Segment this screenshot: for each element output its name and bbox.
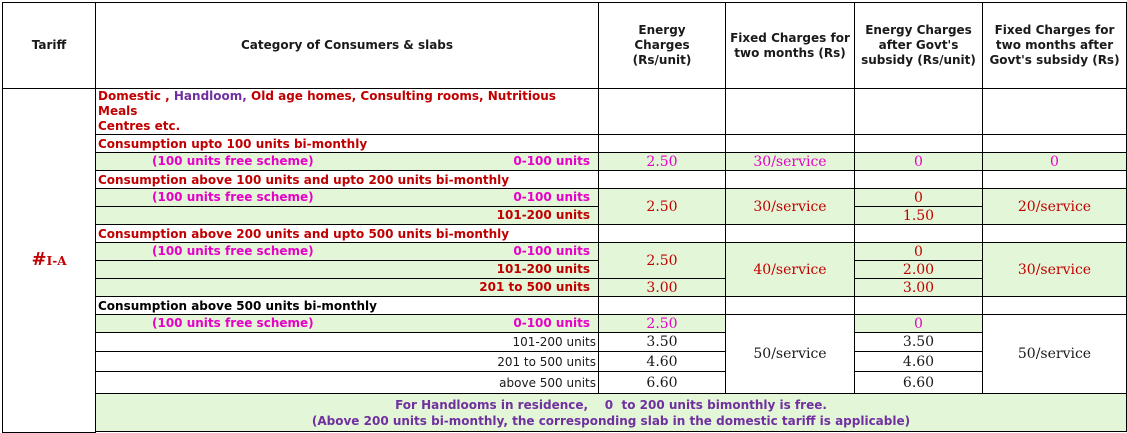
- group4-slab1: [96, 315, 599, 333]
- group2-energy-sub2: 1.50: [855, 207, 983, 225]
- group4-slab2: 101-200 units: [96, 333, 599, 352]
- group2-title: Consumption above 100 units and upto 200 units bi-monthly: [96, 171, 599, 189]
- free-scheme-label: (100 units free scheme): [152, 316, 314, 330]
- group4-slab4-row: [3, 372, 1127, 394]
- group4-energy1: 2.50: [599, 315, 726, 333]
- category-domestic: Domestic ,: [98, 89, 170, 103]
- group1-energy: 2.50: [599, 153, 726, 171]
- group2-energy: 2.50: [599, 189, 726, 225]
- group4-slab2-row: [3, 333, 1127, 352]
- header-fixed-charges: Fixed Charges for two months (Rs): [726, 3, 855, 89]
- header-energy-charges: Energy Charges (Rs/unit): [599, 3, 726, 89]
- group2-fixed: 30/service: [726, 189, 855, 225]
- group2-title-row: [3, 171, 1127, 189]
- group4-title-row: [3, 297, 1127, 315]
- group1-title-row: [3, 135, 1127, 153]
- tariff-hash: #: [31, 248, 47, 270]
- group3-fixed-sub: 30/service: [983, 243, 1127, 297]
- group2-slab2: [96, 207, 599, 225]
- slab-label: 0-100 units: [513, 190, 590, 204]
- group2-slab2-row: [3, 207, 1127, 225]
- group4-energy-sub1: 0: [855, 315, 983, 333]
- group1-energy-sub: 0: [855, 153, 983, 171]
- group2-slab1: [96, 189, 599, 207]
- group2-fixed-sub: 20/service: [983, 189, 1127, 225]
- group3-slab3-row: [3, 279, 1127, 297]
- group4-slab4: above 500 units: [96, 372, 599, 394]
- group4-fixed: 50/service: [726, 315, 855, 394]
- group3-energy-1-2: 2.50: [599, 243, 726, 279]
- free-scheme-label: (100 units free scheme): [152, 154, 314, 168]
- group4-slab3: 201 to 500 units: [96, 352, 599, 372]
- header-category: Category of Consumers & slabs: [96, 3, 599, 89]
- handloom-note-line2: (Above 200 units bi-monthly, the corresponding slab in the domestic tariff is applicable): [311, 413, 911, 428]
- group2-energy-sub1: 0: [855, 189, 983, 207]
- slab-label: 201 to 500 units: [479, 280, 590, 294]
- group4-title: Consumption above 500 units bi-monthly: [96, 297, 599, 315]
- header-row: [3, 3, 1127, 89]
- group4-energy-sub3: 4.60: [855, 352, 983, 372]
- group4-slab3-row: [3, 352, 1127, 372]
- spacer-row: [3, 432, 1127, 433]
- group1-title: Consumption upto 100 units bi-monthly: [96, 135, 599, 153]
- group2-slab1-row: [3, 189, 1127, 207]
- slab-label: 101-200 units: [496, 208, 590, 222]
- handloom-note-line1: For Handlooms in residence, 0 to 200 units bimonthly is free.: [395, 397, 827, 412]
- group1-fixed: 30/service: [726, 153, 855, 171]
- header-tariff: Tariff: [3, 3, 96, 89]
- group4-energy2: 3.50: [599, 333, 726, 352]
- header-fixed-after-subsidy: Fixed Charges for two months after Govt's subsidy (Rs): [983, 3, 1127, 89]
- group3-energy3: 3.00: [599, 279, 726, 297]
- group3-slab2: [96, 261, 599, 279]
- group3-slab1: [96, 243, 599, 261]
- group4-energy3: 4.60: [599, 352, 726, 372]
- category-intro-row: [3, 89, 1127, 135]
- group3-slab1-row: [3, 243, 1127, 261]
- header-energy-after-subsidy: Energy Charges after Govt's subsidy (Rs/unit): [855, 3, 983, 89]
- slab-label: 0-100 units: [513, 154, 590, 168]
- group3-slab2-row: [3, 261, 1127, 279]
- category-rest-line1: Old age homes, Consulting rooms, Nutritious Meals: [98, 89, 556, 118]
- group1-slab: [96, 153, 599, 171]
- slab-label: 0-100 units: [513, 316, 590, 330]
- slab-label: 0-100 units: [513, 244, 590, 258]
- category-intro: [96, 89, 599, 135]
- category-handloom: Handloom,: [173, 89, 247, 103]
- group3-energy-sub2: 2.00: [855, 261, 983, 279]
- tariff-table: [2, 2, 1127, 433]
- category-rest-line2: Centres etc.: [98, 119, 181, 133]
- group4-slab1-row: [3, 315, 1127, 333]
- group1-fixed-sub: 0: [983, 153, 1127, 171]
- group3-title: Consumption above 200 units and upto 500 units bi-monthly: [96, 225, 599, 243]
- group4-energy-sub4: 6.60: [855, 372, 983, 394]
- group1-slab-row: [3, 153, 1127, 171]
- free-scheme-label: (100 units free scheme): [152, 190, 314, 204]
- group4-fixed-sub: 50/service: [983, 315, 1127, 394]
- group3-slab3: [96, 279, 599, 297]
- tariff-code-cell: [3, 89, 96, 433]
- group3-energy-sub3: 3.00: [855, 279, 983, 297]
- free-scheme-label: (100 units free scheme): [152, 244, 314, 258]
- group3-title-row: [3, 225, 1127, 243]
- slab-label: 101-200 units: [496, 262, 590, 276]
- group3-fixed: 40/service: [726, 243, 855, 297]
- group4-energy4: 6.60: [599, 372, 726, 394]
- tariff-code: I-A: [46, 253, 67, 268]
- group3-energy-sub1: 0: [855, 243, 983, 261]
- group4-energy-sub2: 3.50: [855, 333, 983, 352]
